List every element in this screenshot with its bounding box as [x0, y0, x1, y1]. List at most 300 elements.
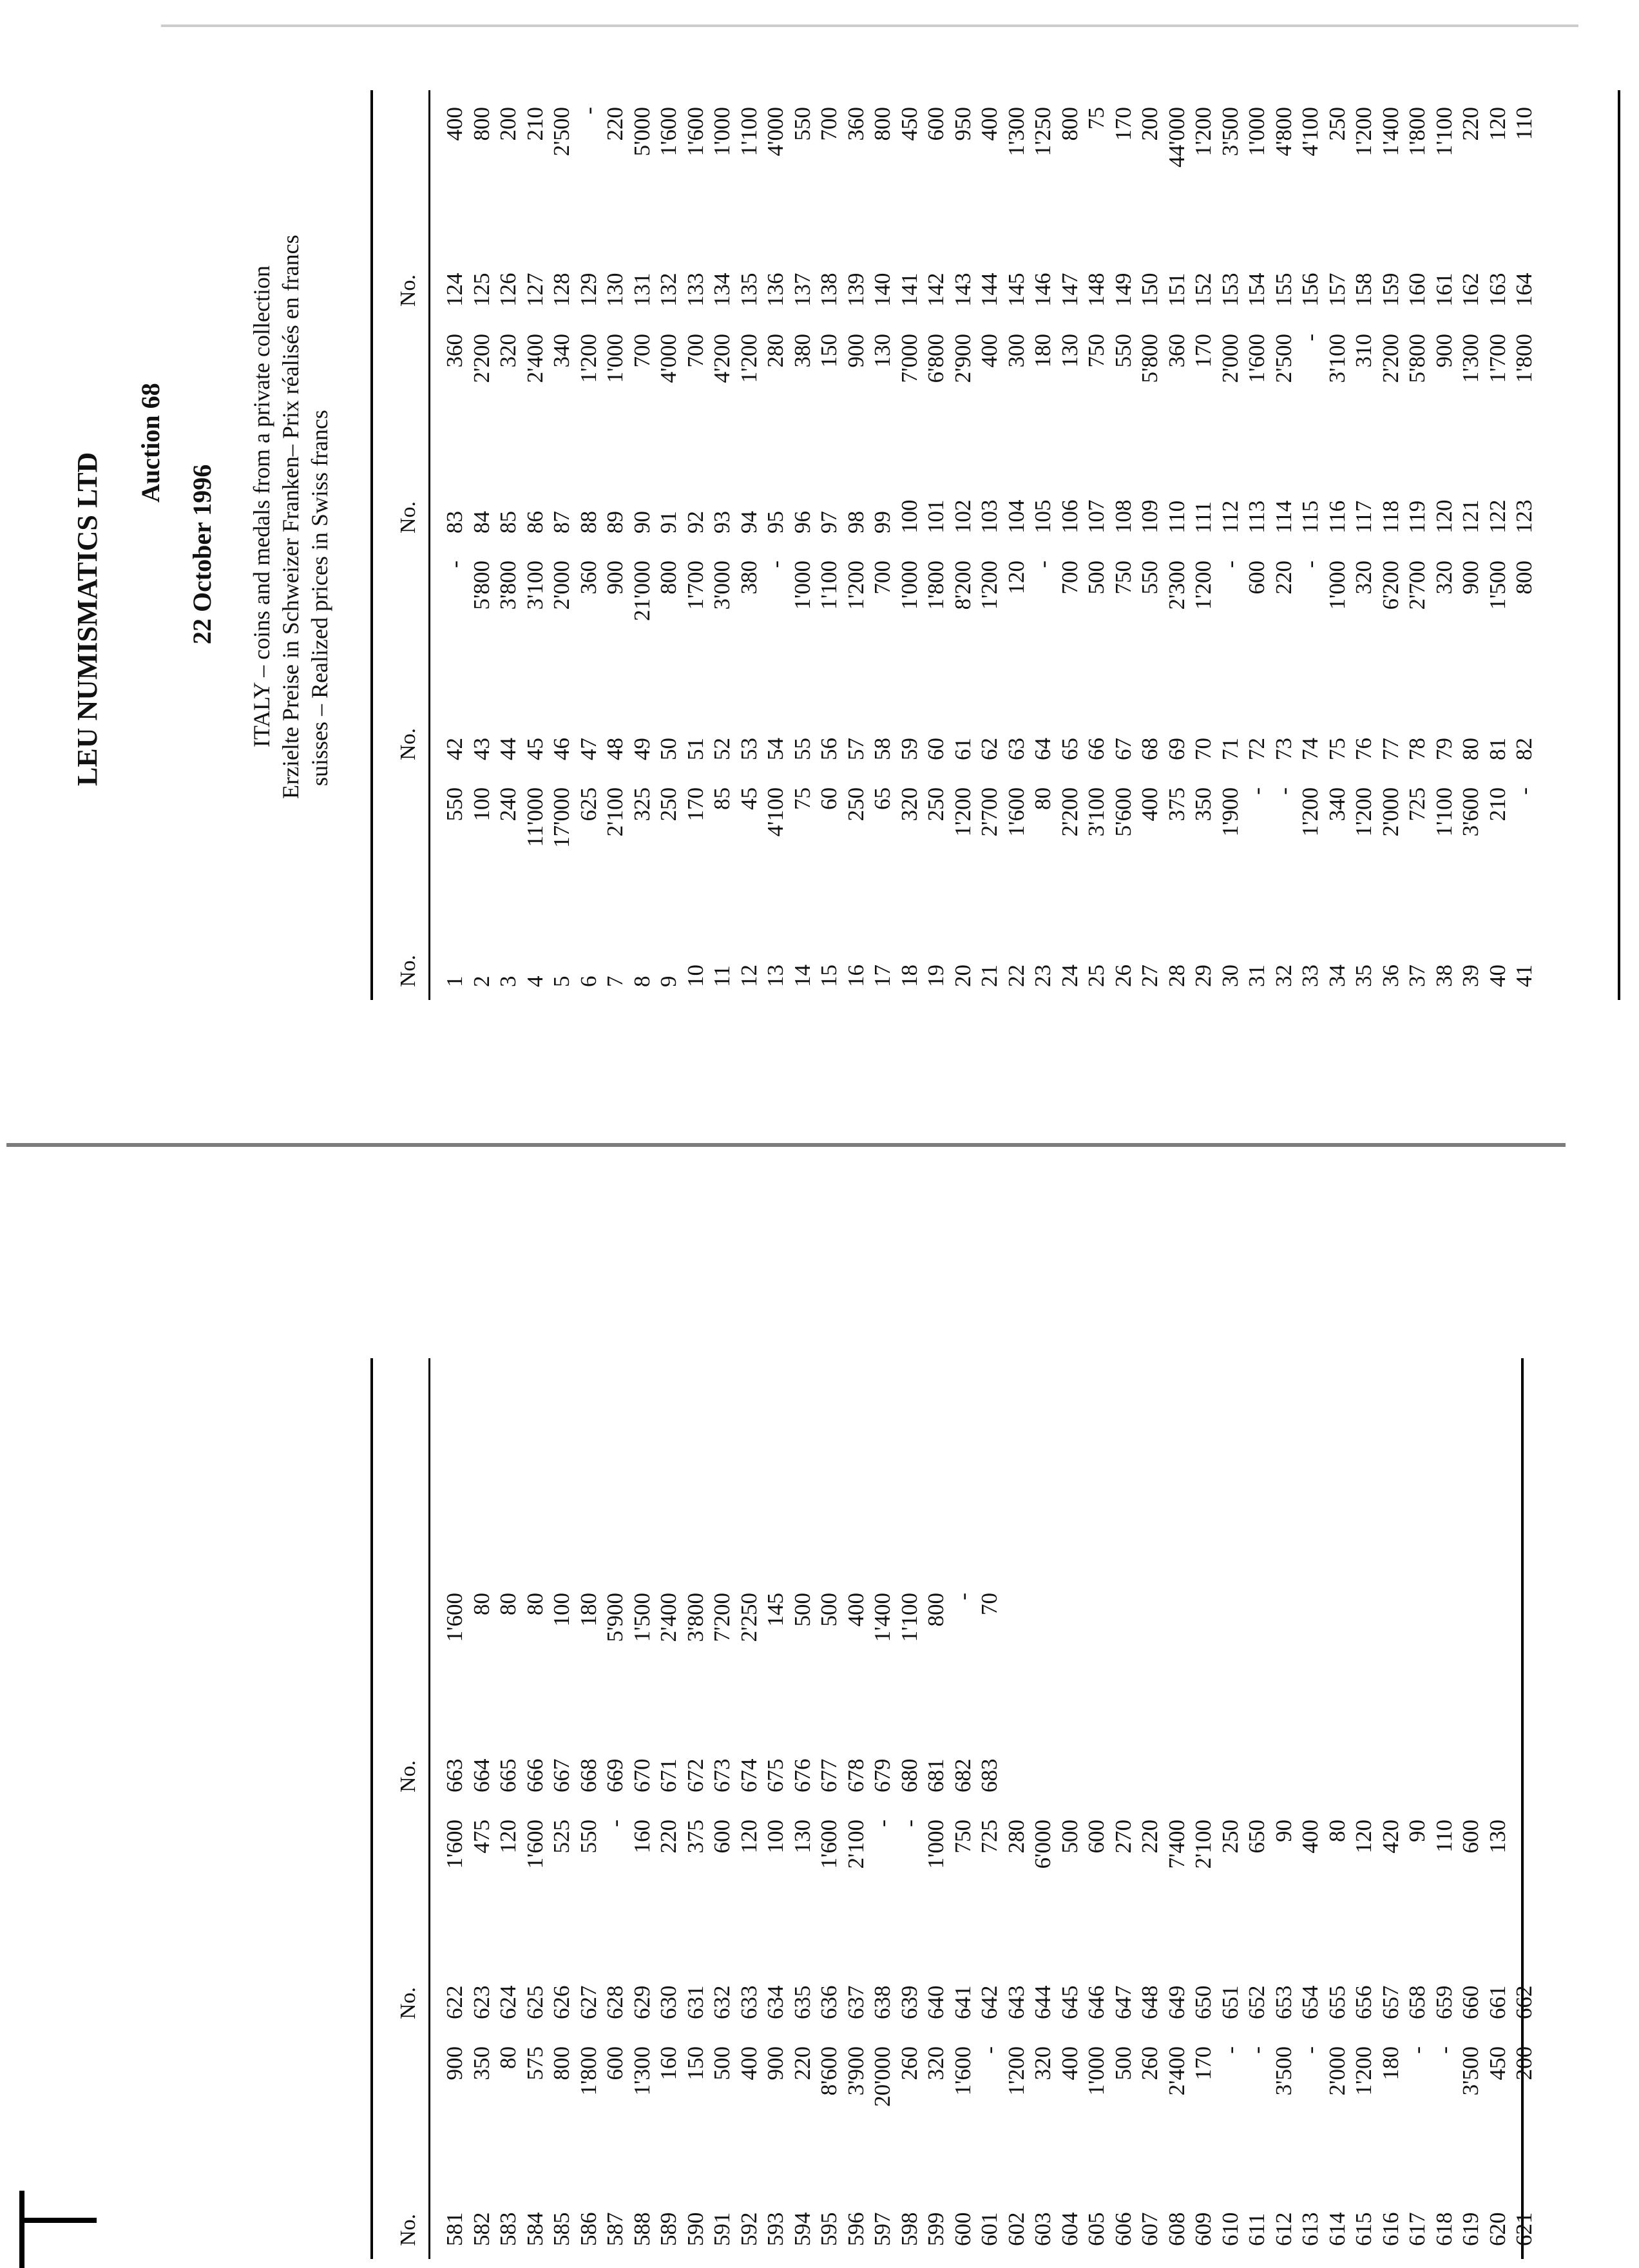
table-row	[682, 787, 709, 987]
table-row	[468, 107, 495, 307]
lot-number: 118	[1377, 500, 1403, 533]
lot-number: 667	[549, 1758, 574, 1792]
lot-number: 626	[549, 1985, 574, 2019]
table-row	[1110, 787, 1137, 987]
lot-price: 130	[870, 334, 895, 368]
lot-number: 6	[575, 975, 601, 987]
lot-price: 80	[1030, 787, 1055, 810]
table-row	[1350, 787, 1377, 987]
lot-price: 400	[1057, 2046, 1082, 2081]
table-row	[495, 107, 522, 307]
lot-price: 280	[763, 334, 788, 368]
table-row	[1110, 561, 1137, 760]
lot-number: 647	[1110, 1985, 1136, 2019]
lot-number: 658	[1404, 1985, 1430, 2019]
lot-price: 1'300	[629, 2046, 655, 2096]
lot-price: 500	[709, 2046, 734, 2081]
lot-number: 670	[629, 1758, 655, 1792]
table-row	[682, 561, 709, 760]
lot-price: 200	[1137, 107, 1162, 141]
lot-number: 16	[843, 965, 868, 987]
lot-number: 73	[1270, 738, 1296, 760]
lot-number: 623	[468, 1985, 494, 2019]
lot-number: 61	[950, 738, 975, 760]
lot-number: 627	[575, 1985, 601, 2019]
table-row	[495, 1820, 522, 2019]
lot-number: 164	[1511, 273, 1537, 307]
table-row	[495, 334, 522, 533]
lot-number: 663	[442, 1758, 467, 1792]
lot-number: 94	[736, 511, 762, 533]
table-row	[1110, 2046, 1137, 2246]
table-row	[1030, 2046, 1057, 2246]
lot-price: -	[1217, 561, 1243, 568]
lot-number: 19	[923, 965, 948, 987]
lot-number: 602	[1003, 2212, 1029, 2246]
table-row	[1030, 107, 1057, 307]
lot-price: 90	[1270, 1820, 1296, 1842]
table-row	[843, 1820, 870, 2019]
lot-number: 593	[763, 2212, 788, 2246]
table-row	[1404, 334, 1431, 533]
table-row	[522, 2046, 549, 2246]
lot-price: 750	[1084, 334, 1109, 368]
table-row	[1083, 334, 1110, 533]
lot-number: 680	[896, 1758, 922, 1792]
table-row	[1457, 787, 1484, 987]
table-row	[789, 107, 816, 307]
lot-price: 250	[923, 787, 948, 822]
lot-price: 2'400	[656, 1593, 681, 1642]
lot-price: 310	[1351, 334, 1376, 368]
table-row	[789, 787, 816, 987]
table-row	[1190, 787, 1217, 987]
lot-number: 83	[442, 511, 467, 533]
lot-price: 320	[896, 787, 922, 822]
table-row	[1484, 561, 1511, 760]
lot-number: 137	[789, 273, 815, 307]
lot-number: 22	[1003, 965, 1029, 987]
table-row	[468, 1820, 495, 2019]
lot-number: 102	[950, 499, 975, 533]
lot-number: 66	[1084, 738, 1109, 760]
lot-price: 150	[816, 334, 841, 368]
table-row	[522, 107, 549, 307]
lot-number: 27	[1137, 965, 1162, 987]
table-row	[1431, 787, 1458, 987]
lot-price: 110	[1431, 1820, 1457, 1853]
lot-price: 320	[1351, 561, 1376, 595]
lot-number: 32	[1270, 965, 1296, 987]
lot-number: 591	[709, 2212, 734, 2246]
table-row	[789, 334, 816, 533]
table-row	[736, 334, 763, 533]
lot-number: 130	[602, 273, 628, 307]
lot-price: 800	[549, 2046, 574, 2081]
table-row	[1457, 1820, 1484, 2019]
table-row	[468, 787, 495, 987]
lot-number: 589	[656, 2212, 681, 2246]
lot-number: 120	[1431, 499, 1457, 533]
table-column	[441, 1593, 1003, 1792]
lot-price: 220	[1270, 561, 1296, 595]
lot-price: 1'200	[575, 334, 601, 383]
lot-number: 146	[1030, 273, 1055, 307]
table-row	[602, 107, 629, 307]
table-row	[1431, 1820, 1458, 2019]
table-row	[709, 1820, 736, 2019]
table-row	[1297, 561, 1324, 760]
lot-price: 900	[1431, 334, 1457, 368]
table-row	[1057, 787, 1084, 987]
lot-price: 1'600	[656, 107, 681, 157]
table-row	[976, 561, 1003, 760]
lot-price: 110	[1511, 107, 1537, 140]
table-row	[816, 787, 843, 987]
lot-number: 71	[1217, 738, 1243, 760]
lot-number: 103	[977, 499, 1002, 533]
table-row	[869, 1820, 896, 2019]
lot-price: -	[1244, 2046, 1269, 2054]
lot-number: 63	[1003, 738, 1029, 760]
table-row	[1377, 561, 1404, 760]
lot-price: 1'800	[575, 2046, 601, 2096]
lot-price: 21'000	[629, 561, 655, 621]
lot-price: 6'000	[1030, 1820, 1055, 1869]
lot-price: 1'200	[1191, 561, 1216, 610]
lot-number: 601	[977, 2212, 1002, 2246]
lot-number: 159	[1377, 273, 1403, 307]
table-row	[762, 1820, 789, 2019]
table-row	[843, 2046, 870, 2246]
table-row	[682, 334, 709, 533]
table-row	[575, 787, 602, 987]
table-row	[1377, 2046, 1404, 2246]
lot-number: 122	[1484, 499, 1510, 533]
table-row	[736, 1820, 763, 2019]
lot-price: 17'000	[549, 787, 574, 848]
table-column	[441, 787, 1538, 987]
lot-number: 144	[977, 273, 1002, 307]
lot-number: 618	[1431, 2212, 1457, 2246]
lot-price: 1'200	[1191, 107, 1216, 157]
lot-number: 604	[1057, 2212, 1082, 2246]
lot-price: 1'200	[1298, 787, 1323, 837]
lot-price: 1'000	[602, 334, 628, 383]
table-row	[629, 334, 656, 533]
table-row	[655, 1820, 682, 2019]
table-row	[1057, 1820, 1084, 2019]
table-row	[468, 1593, 495, 1792]
table-row	[1404, 107, 1431, 307]
table-row	[1083, 107, 1110, 307]
lot-price: 1'400	[870, 1593, 895, 1642]
lot-number: 162	[1458, 273, 1483, 307]
lot-price: 360	[843, 107, 868, 141]
lot-price: 250	[843, 787, 868, 822]
lot-number: 651	[1217, 1985, 1243, 2019]
table-row	[522, 1593, 549, 1792]
lot-number: 597	[870, 2212, 895, 2246]
lot-price: 700	[629, 334, 655, 368]
lot-price: 1'900	[1217, 787, 1243, 837]
lot-price: 220	[789, 2046, 815, 2081]
table-row	[1377, 334, 1404, 533]
lot-number: 56	[816, 738, 841, 760]
lot-number: 34	[1324, 965, 1350, 987]
table-row	[1350, 334, 1377, 533]
lot-price: 2'900	[950, 334, 975, 383]
lot-number: 682	[950, 1758, 975, 1792]
lot-number: 646	[1084, 1985, 1109, 2019]
table-row	[736, 561, 763, 760]
table-row	[1270, 1820, 1298, 2019]
table-bottom-rule	[1618, 90, 1620, 1000]
lot-price: 700	[816, 107, 841, 141]
table-row	[789, 561, 816, 760]
table-row	[1164, 334, 1191, 533]
lot-number: 47	[575, 738, 601, 760]
table-row	[1057, 334, 1084, 533]
lot-price: 1'200	[950, 787, 975, 837]
table-row	[1484, 334, 1511, 533]
lot-price: 800	[923, 1593, 948, 1627]
scan-corner-mark	[19, 2218, 97, 2223]
lot-number: 138	[816, 273, 841, 307]
lot-number: 106	[1057, 499, 1082, 533]
table-row	[1404, 2046, 1431, 2246]
lot-price: 130	[1057, 334, 1082, 368]
lot-price: 1'100	[896, 1593, 922, 1642]
lot-number: 596	[843, 2212, 868, 2246]
table-row	[655, 561, 682, 760]
lot-number: 140	[870, 273, 895, 307]
table-row	[1164, 561, 1191, 760]
table-row	[1511, 2046, 1538, 2246]
lot-price: 1'200	[1351, 787, 1376, 837]
table-row	[976, 334, 1003, 533]
table-row	[1057, 107, 1084, 307]
lot-price: 450	[896, 107, 922, 141]
lot-price: 900	[602, 561, 628, 595]
table-row	[629, 107, 656, 307]
lot-price: 1'800	[923, 561, 948, 610]
lot-price: 340	[549, 334, 574, 368]
lot-price: 3'500	[1270, 2046, 1296, 2096]
lot-price: 1'600	[442, 1820, 467, 1869]
lot-price: 375	[682, 1820, 708, 1854]
lot-price: -	[1270, 787, 1296, 795]
table-row	[1350, 107, 1377, 307]
lot-price: 600	[923, 107, 948, 141]
lot-price: 7'200	[709, 1593, 734, 1642]
lot-number: 115	[1298, 500, 1323, 533]
column-header-no: No.	[396, 274, 420, 307]
prices-table-lots-581-683	[370, 1358, 1537, 2259]
lot-number: 614	[1324, 2212, 1350, 2246]
lot-price: -	[977, 2046, 1002, 2054]
lot-number: 38	[1431, 965, 1457, 987]
lot-price: 380	[789, 334, 815, 368]
lot-price: 500	[1057, 1820, 1082, 1854]
lot-price: 80	[522, 1593, 548, 1615]
lot-price: 170	[1110, 107, 1136, 141]
lot-price: 1'300	[1458, 334, 1483, 383]
lot-number: 643	[1003, 1985, 1029, 2019]
auction-date: 22 October 1996	[187, 464, 216, 644]
lot-number: 156	[1298, 273, 1323, 307]
column-header-no: No.	[396, 2213, 420, 2246]
table-row	[789, 1820, 816, 2019]
lot-price: -	[1217, 2046, 1243, 2054]
table-row	[441, 334, 468, 533]
lot-price: 4'800	[1270, 107, 1296, 157]
lot-price: 120	[1484, 107, 1510, 141]
lot-number: 590	[682, 2212, 708, 2246]
table-row	[762, 2046, 789, 2246]
lot-number: 634	[763, 1985, 788, 2019]
table-row	[869, 1593, 896, 1792]
lot-price: 800	[468, 107, 494, 141]
lot-price: -	[442, 561, 467, 568]
lot-price: 2'500	[549, 107, 574, 157]
lot-price: -	[950, 1593, 975, 1600]
table-row	[575, 2046, 602, 2246]
lot-price: 3'000	[709, 561, 734, 610]
lot-price: 85	[709, 787, 734, 810]
lot-price: 350	[1191, 787, 1216, 822]
table-row	[1003, 787, 1030, 987]
lot-price: 11'000	[522, 787, 548, 847]
lot-price: 575	[522, 2046, 548, 2081]
lot-number: 668	[575, 1758, 601, 1792]
lot-price: 900	[843, 334, 868, 368]
table-row	[816, 561, 843, 760]
lot-price: 1'100	[1431, 107, 1457, 157]
table-row	[522, 334, 549, 533]
lot-number: 603	[1030, 2212, 1055, 2246]
lot-price: 550	[789, 107, 815, 141]
lot-number: 4	[522, 975, 548, 987]
lot-number: 669	[602, 1758, 628, 1792]
lot-number: 608	[1164, 2212, 1189, 2246]
lot-price: 1'250	[1030, 107, 1055, 157]
table-row	[923, 334, 950, 533]
lot-number: 45	[522, 738, 548, 760]
lot-price: 1'200	[1003, 2046, 1029, 2096]
table-header-rule	[428, 1358, 430, 2259]
table-row	[762, 787, 789, 987]
table-row	[923, 561, 950, 760]
lot-number: 155	[1270, 273, 1296, 307]
lot-number: 613	[1298, 2212, 1323, 2246]
table-row	[869, 334, 896, 533]
lot-price: 475	[468, 1820, 494, 1854]
lot-price: 8'600	[816, 2046, 841, 2096]
lot-number: 664	[468, 1758, 494, 1792]
lot-price: 44'000	[1164, 107, 1189, 168]
lot-price: -	[1030, 561, 1055, 568]
table-row	[1377, 1820, 1404, 2019]
lot-number: 133	[682, 273, 708, 307]
table-row	[923, 1593, 950, 1792]
lot-number: 633	[736, 1985, 762, 2019]
table-row	[950, 561, 977, 760]
table-row	[843, 107, 870, 307]
lot-price: 100	[763, 1820, 788, 1854]
table-row	[1270, 787, 1298, 987]
lot-number: 52	[709, 738, 734, 760]
table-row	[869, 2046, 896, 2246]
lot-price: 170	[1191, 2046, 1216, 2081]
lot-price: -	[763, 561, 788, 568]
lot-number: 8	[629, 975, 655, 987]
lot-price: 1'100	[816, 561, 841, 610]
scan-fold-line	[6, 1143, 1566, 1147]
lot-number: 108	[1110, 499, 1136, 533]
table-row	[1057, 2046, 1084, 2246]
lot-price: 1'600	[682, 107, 708, 157]
table-row	[1324, 1820, 1351, 2019]
table-row	[976, 1820, 1003, 2019]
lot-number: 644	[1030, 1985, 1055, 2019]
lot-number: 105	[1030, 499, 1055, 533]
lot-number: 68	[1137, 738, 1162, 760]
table-row	[495, 1593, 522, 1792]
table-row	[1217, 787, 1244, 987]
lot-price: 340	[1324, 787, 1350, 822]
table-row	[1324, 561, 1351, 760]
table-row	[629, 1820, 656, 2019]
lot-price: 1'000	[1324, 561, 1350, 610]
lot-number: 628	[602, 1985, 628, 2019]
lot-number: 673	[709, 1758, 734, 1792]
lot-price: 1'700	[1484, 334, 1510, 383]
table-row	[869, 107, 896, 307]
lot-number: 143	[950, 273, 975, 307]
lot-number: 88	[575, 511, 601, 533]
lot-number: 57	[843, 738, 868, 760]
table-row	[1270, 107, 1298, 307]
table-row	[1136, 334, 1164, 533]
lot-price: 90	[1404, 1820, 1430, 1842]
lot-number: 51	[682, 738, 708, 760]
table-row	[468, 2046, 495, 2246]
lot-price: 900	[442, 2046, 467, 2081]
lot-price: 80	[495, 2046, 521, 2069]
lot-price: 1'600	[442, 1593, 467, 1642]
table-row	[1297, 2046, 1324, 2246]
lot-price: -	[1298, 2046, 1323, 2054]
lot-price: 2'000	[1217, 334, 1243, 383]
lot-price: 5'000	[629, 107, 655, 157]
lot-number: 581	[442, 2212, 467, 2246]
lot-number: 649	[1164, 1985, 1189, 2019]
lot-price: 320	[1030, 2046, 1055, 2081]
table-row	[682, 1593, 709, 1792]
lot-number: 653	[1270, 1985, 1296, 2019]
lot-number: 99	[870, 511, 895, 533]
lot-number: 23	[1030, 965, 1055, 987]
lot-number: 135	[736, 273, 762, 307]
table-row	[950, 107, 977, 307]
lot-price: 100	[549, 1593, 574, 1627]
lot-price: -	[602, 1820, 628, 1827]
lot-price: 3'800	[495, 561, 521, 610]
table-row	[923, 2046, 950, 2246]
table-row	[495, 2046, 522, 2246]
subtitle-line-1: ITALY – coins and medals from a private collection	[249, 265, 274, 747]
